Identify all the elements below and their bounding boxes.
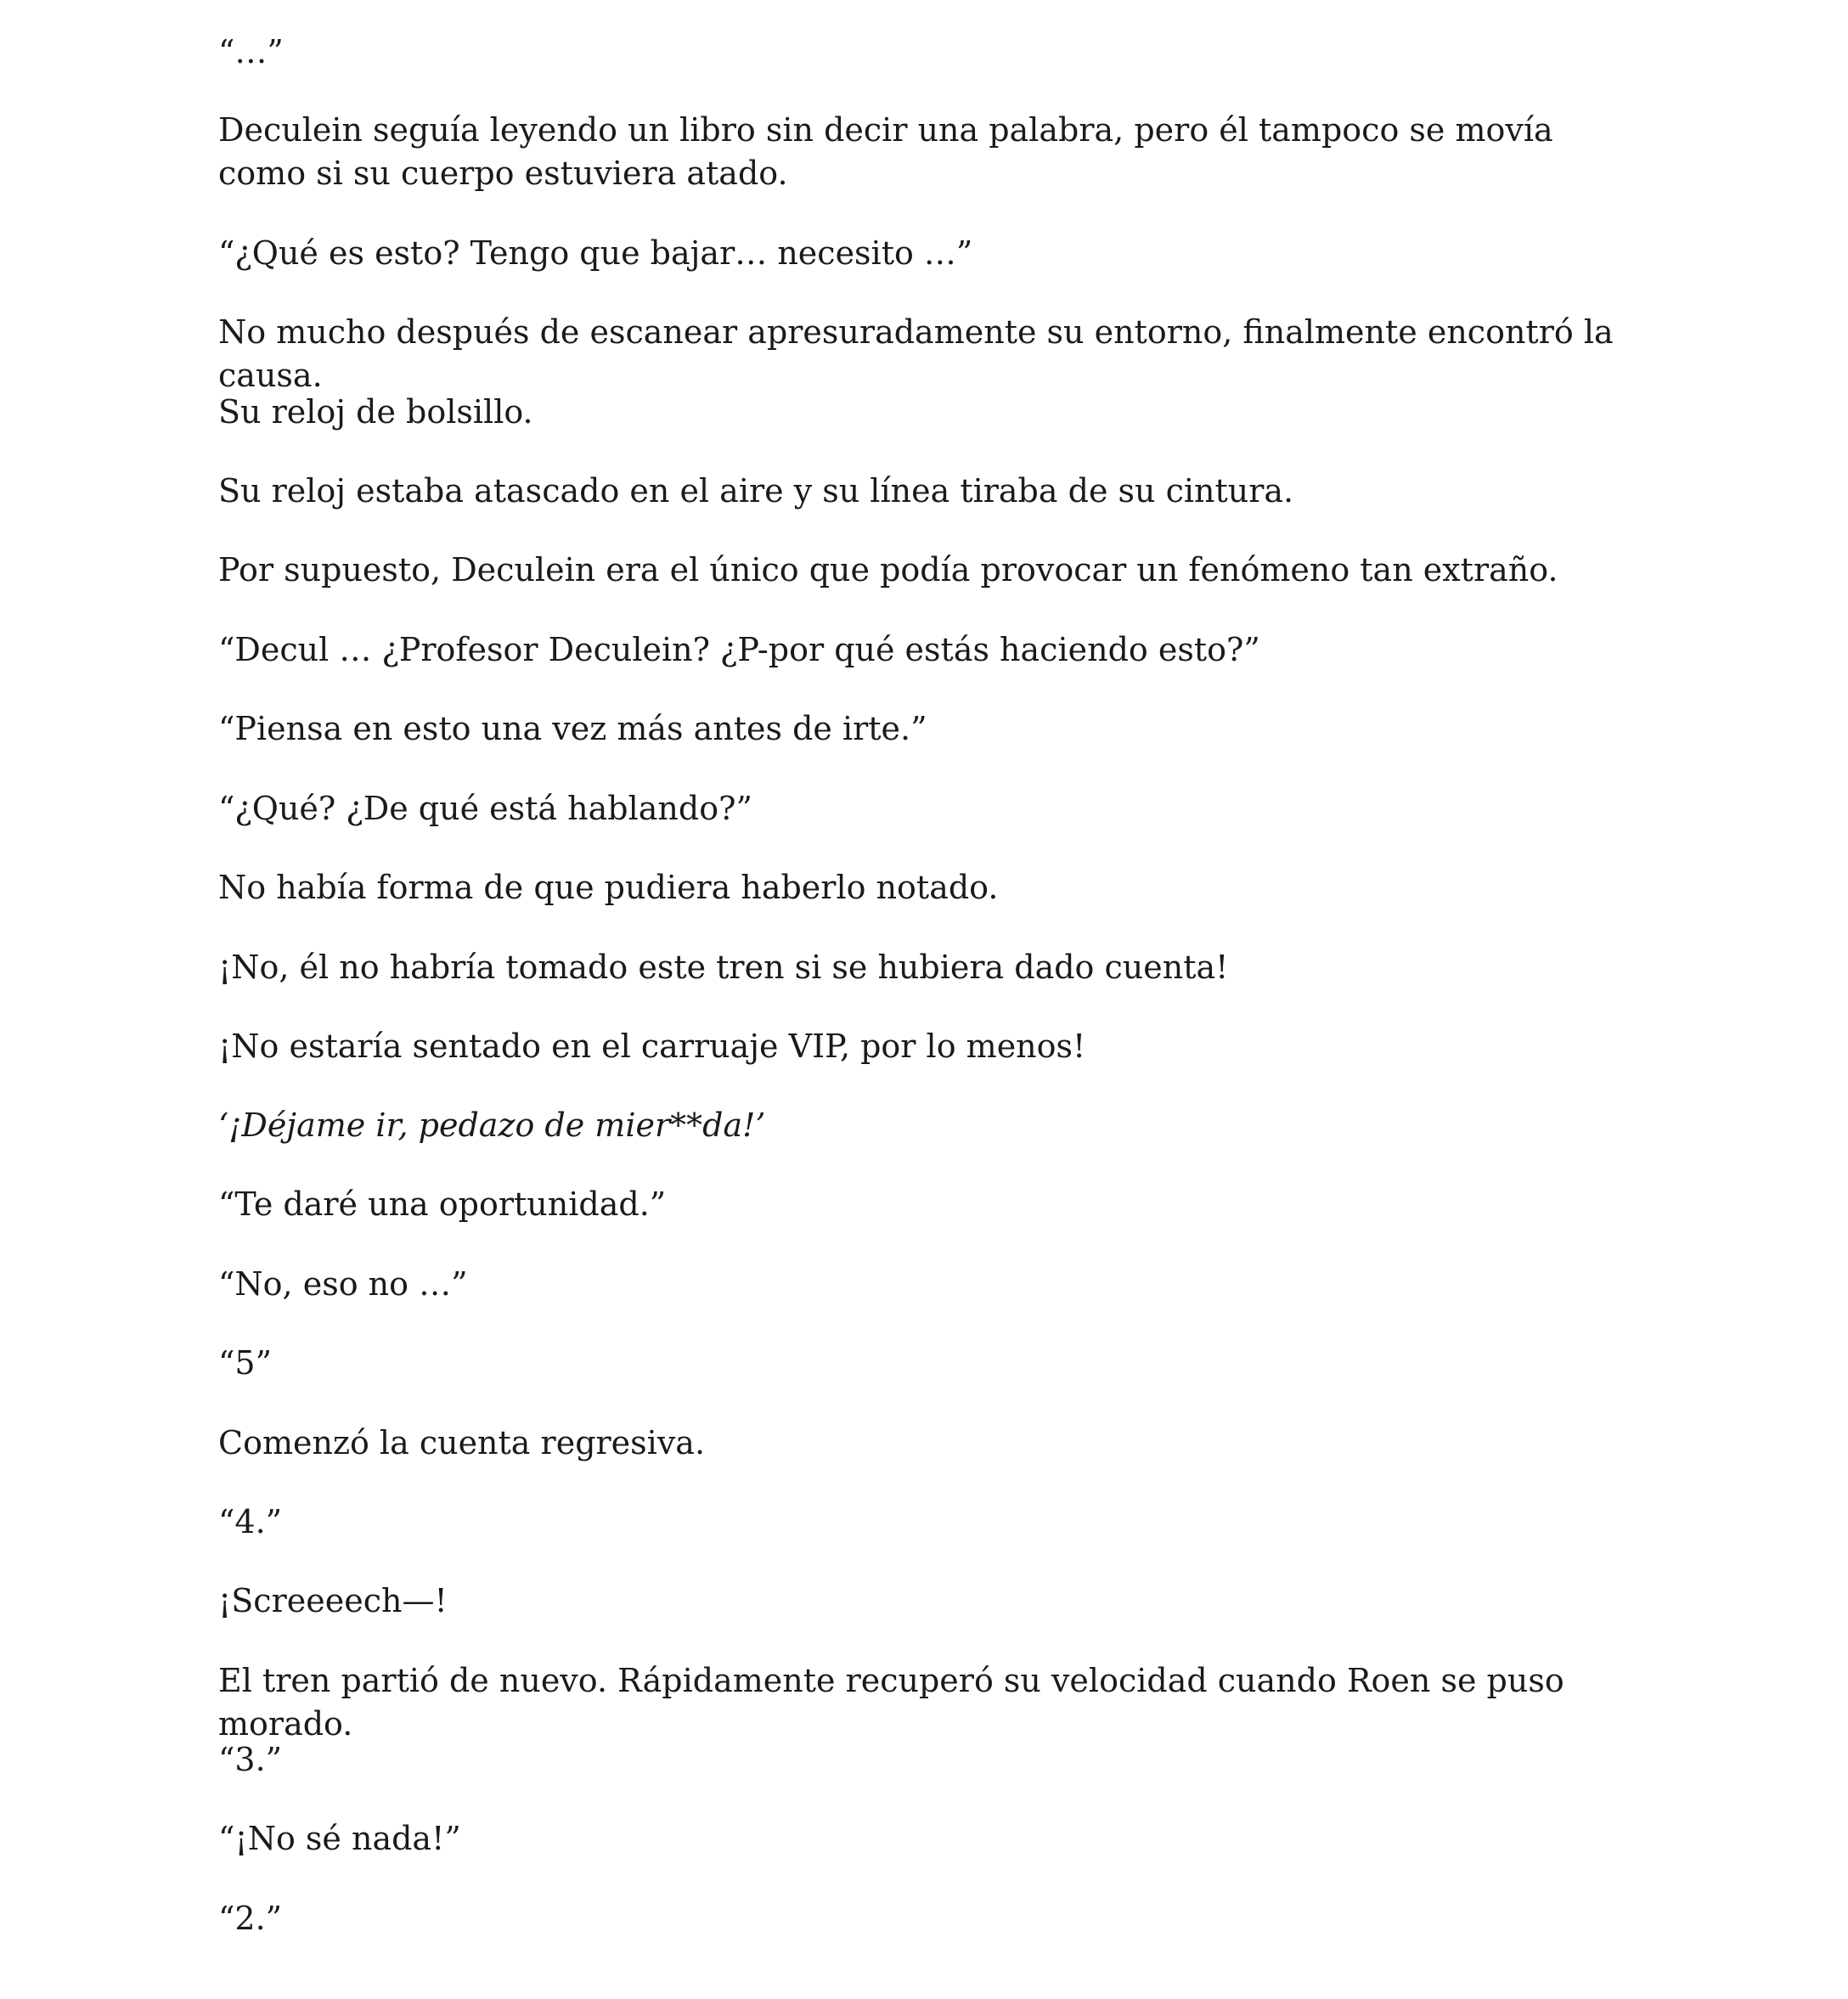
paragraph-professor-question: “Decul … ¿Profesor Deculein? ¿P-por qué estás haciendo esto?”: [218, 631, 1260, 668]
paragraph-watch-stuck: Su reloj estaba atascado en el aire y su línea tiraba de su cintura.: [218, 472, 1294, 510]
paragraph-count-four: “4.”: [218, 1503, 283, 1540]
paragraph-countdown-began: Comenzó la cuenta regresiva.: [218, 1424, 706, 1461]
paragraph-what-talking: “¿Qué? ¿De qué está hablando?”: [218, 790, 752, 827]
paragraph-train-departed: El tren partió de nuevo. Rápidamente recuperó su velocidad cuando Roen se puso morado.: [218, 1662, 1564, 1743]
paragraph-screech: ¡Screeeech—!: [218, 1582, 448, 1619]
paragraph-think-again: “Piensa en esto una vez más antes de irte.”: [218, 710, 927, 747]
paragraph-strange-phenomenon: Por supuesto, Deculein era el único que podía provocar un fenómeno tan extraño.: [218, 551, 1558, 588]
paragraph-would-not-take-train: ¡No, él no habría tomado este tren si se hubiera dado cuenta!: [218, 949, 1229, 986]
paragraph-no-way-noticed: No había forma de que pudiera haberlo notado.: [218, 869, 999, 906]
paragraph-vip-carriage: ¡No estaría sentado en el carruaje VIP, por lo menos!: [218, 1028, 1086, 1065]
paragraph-pocket-watch: Su reloj de bolsillo.: [218, 393, 533, 431]
paragraph-que-es-esto: “¿Qué es esto? Tengo que bajar… necesito …”: [218, 234, 973, 272]
paragraph-ellipsis-quote: “…”: [218, 33, 284, 70]
paragraph-no-not-that: “No, eso no …”: [218, 1265, 468, 1303]
paragraph-know-nothing: “¡No sé nada!”: [218, 1820, 461, 1857]
paragraph-count-three: “3.”: [218, 1741, 283, 1778]
paragraph-give-chance: “Te daré una oportunidad.”: [218, 1185, 667, 1223]
paragraph-inner-thought: ‘¡Déjame ir, pedazo de mier**da!’: [218, 1106, 766, 1144]
paragraph-found-cause: No mucho después de escanear apresuradamente su entorno, finalmente encontró la causa.: [218, 313, 1614, 394]
paragraph-count-five: “5”: [218, 1344, 273, 1382]
paragraph-count-two: “2.”: [218, 1900, 283, 1937]
paragraph-deculein-reading: Deculein seguía leyendo un libro sin decir una palabra, pero él tampoco se movía como si su cuerpo estuviera atado.: [218, 111, 1553, 192]
